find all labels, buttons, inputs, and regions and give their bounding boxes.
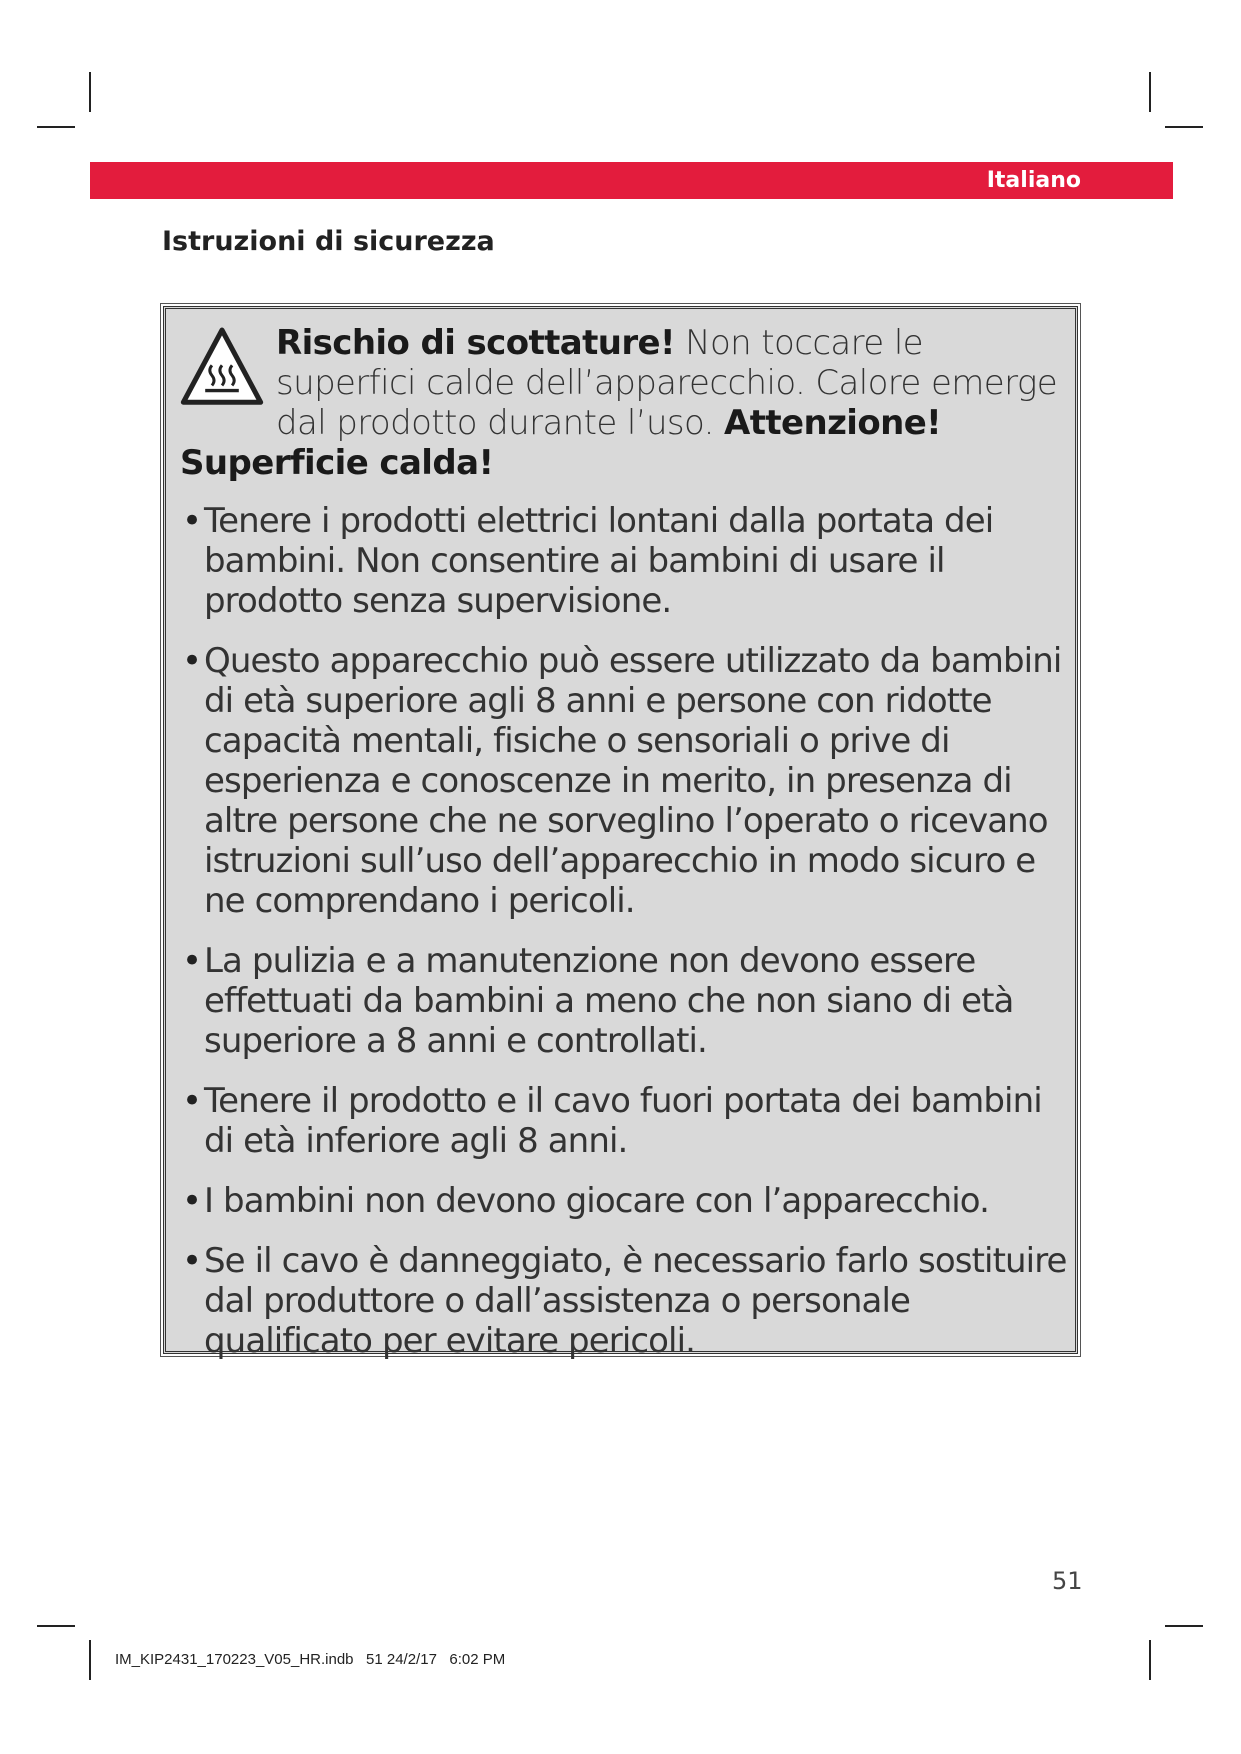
list-item-text: Se il cavo è danneggiato, è necessario farlo sostituire dal produttore o dall’assistenza o personale qualificato per evitare pericoli. <box>204 1241 1067 1361</box>
warning-title: Rischio di scottature! <box>276 323 675 363</box>
bullet-icon: • <box>182 501 202 541</box>
list-item <box>180 641 1067 921</box>
bullet-icon: • <box>182 1241 202 1281</box>
bullet-icon: • <box>182 1181 202 1221</box>
hot-surface-warning-icon <box>180 325 264 409</box>
language-label: Italiano <box>986 168 1081 193</box>
page-number: 51 <box>1052 1567 1083 1595</box>
language-header-bar <box>90 162 1173 199</box>
list-item <box>180 1241 1067 1361</box>
list-item-text: Tenere i prodotti elettrici lontani dalla portata dei bambini. Non consentire ai bambini di usare il prodotto senza supervisione. <box>204 501 994 621</box>
list-item <box>180 1181 1067 1221</box>
list-item-text: I bambini non devono giocare con l’apparecchio. <box>204 1181 989 1221</box>
crop-mark <box>1165 126 1203 128</box>
crop-mark <box>1149 72 1151 112</box>
crop-mark <box>37 1625 75 1627</box>
list-item-text: Questo apparecchio può essere utilizzato da bambini di età superiore agli 8 anni e persone con ridotte capacità mentali, fisiche o sensoriali o prive di esperienza e conoscenze in merito, in presenza di altre persone che ne sorveglino l’operato o ricevano istruzioni sull’uso dell’apparecchio in modo sicuro e ne comprendano i pericoli. <box>204 641 1062 921</box>
crop-mark <box>1149 1640 1151 1680</box>
safety-warning-box <box>163 306 1078 1361</box>
crop-mark <box>89 72 91 112</box>
safety-list <box>180 501 1067 1361</box>
list-item <box>180 1081 1067 1161</box>
section-title: Istruzioni di sicurezza <box>162 226 495 257</box>
bullet-icon: • <box>182 1081 202 1121</box>
bullet-icon: • <box>182 941 202 981</box>
list-item <box>180 501 1067 621</box>
attention-text: Attenzione! Superficie calda! <box>180 403 942 483</box>
print-file-info: IM_KIP2431_170223_V05_HR.indb 51 24/2/17 6:02 PM <box>115 1651 506 1668</box>
warning-intro-text: Non toccare le superfici calde dell’apparecchio. Calore emerge dal prodotto durante l’uso. <box>276 323 1058 443</box>
crop-mark <box>1165 1625 1203 1627</box>
list-item-text: Tenere il prodotto e il cavo fuori portata dei bambini di età inferiore agli 8 anni. <box>204 1081 1042 1161</box>
list-item <box>180 941 1067 1061</box>
bullet-icon: • <box>182 641 202 681</box>
crop-mark <box>37 126 75 128</box>
warning-intro <box>180 323 1067 483</box>
list-item-text: La pulizia e a manutenzione non devono essere effettuati da bambini a meno che non siano di età superiore a 8 anni e controllati. <box>204 941 1014 1061</box>
crop-mark <box>89 1640 91 1680</box>
